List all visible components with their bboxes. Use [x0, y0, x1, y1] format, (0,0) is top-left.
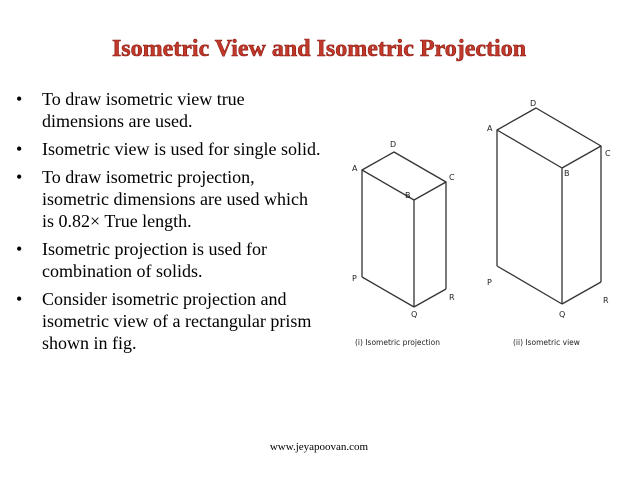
- bullet-text: To draw isometric view true dimensions are used.: [42, 89, 245, 131]
- bullet-item: [12, 88, 322, 132]
- vertex-label-a: A: [487, 124, 493, 133]
- vertex-label-d: D: [390, 140, 397, 149]
- isometric-view-drawing: [497, 108, 601, 304]
- prism-edge: [497, 266, 562, 304]
- prism-edge: [414, 289, 446, 307]
- bullet-text: To draw isometric projection, isometric dimensions are used which is 0.82× True length.: [42, 167, 308, 231]
- bullet-text: Isometric view is used for single solid.: [42, 139, 321, 159]
- vertex-label-p: P: [352, 274, 357, 283]
- bullet-text: Isometric projection is used for combination of solids.: [42, 239, 267, 281]
- prism-edge: [362, 277, 414, 307]
- bullet-item: [12, 288, 322, 354]
- bullet-dot: •: [16, 239, 23, 259]
- bullet-item: [12, 238, 322, 282]
- isometric-projection-drawing: [362, 152, 446, 307]
- vertex-label-q: Q: [411, 310, 418, 319]
- vertex-label-a: A: [352, 164, 358, 173]
- bullet-item: [12, 166, 322, 232]
- vertex-label-q: Q: [559, 310, 566, 319]
- bullet-item: [12, 138, 322, 160]
- bullet-list: [12, 88, 322, 360]
- bullet-dot: •: [16, 289, 23, 309]
- vertex-label-b: B: [405, 191, 411, 200]
- bullet-dot: •: [16, 139, 23, 159]
- prism-figure: [330, 95, 630, 365]
- vertex-label-r: R: [449, 293, 455, 302]
- vertex-label-c: C: [449, 173, 455, 182]
- prism-top-face: [362, 152, 446, 200]
- vertex-label-r: R: [603, 296, 609, 305]
- vertex-label-p: P: [487, 278, 492, 287]
- footer-url: www.jeyapoovan.com: [269, 441, 369, 453]
- bullet-dot: •: [16, 89, 23, 109]
- bullet-dot: •: [16, 167, 23, 187]
- prism-edge: [562, 282, 601, 304]
- caption-isometric-view: (ii) Isometric view: [513, 338, 580, 347]
- vertex-label-d: D: [530, 99, 537, 108]
- caption-isometric-projection: (i) Isometric projection: [355, 338, 441, 347]
- slide-title: Isometric View and Isometric Projection: [111, 36, 527, 62]
- prism-top-face: [497, 108, 601, 168]
- vertex-label-b: B: [564, 169, 570, 178]
- bullet-text: Consider isometric projection and isometric view of a rectangular prism shown in fig.: [42, 289, 312, 353]
- vertex-label-c: C: [605, 149, 611, 158]
